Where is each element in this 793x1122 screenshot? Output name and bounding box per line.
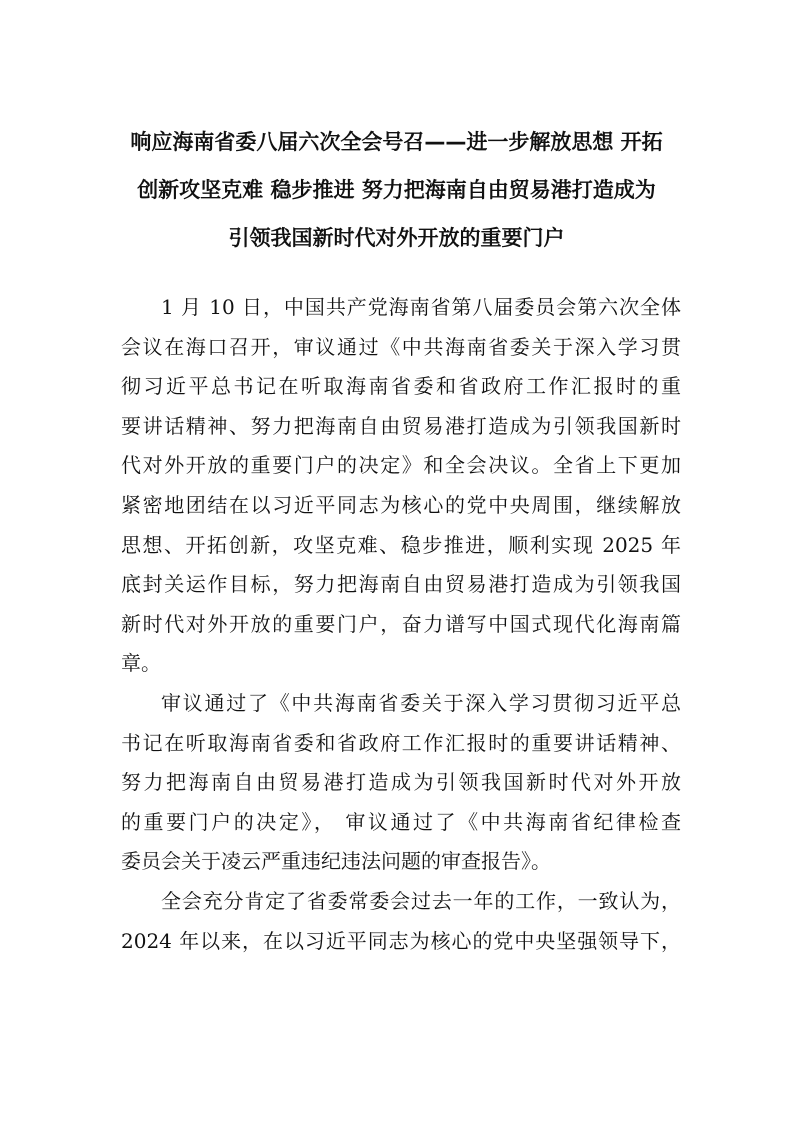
paragraph-line: 紧密地团结在以习近平同志为核心的党中央周围，继续解放 xyxy=(121,492,681,517)
paragraph-line: 思想、开拓创新，攻坚克难、稳步推进，顺利实现 2025 年 xyxy=(121,532,681,557)
title-line: 响应海南省委八届六次全会号召——进一步解放思想 开拓 xyxy=(130,130,663,154)
title-line: 引领我国新时代对外开放的重要门户 xyxy=(228,226,565,250)
paragraph-line: 书记在听取海南省委和省政府工作汇报时的重要讲话精神、 xyxy=(121,730,681,755)
paragraph-line: 彻习近平总书记在听取海南省委和省政府工作汇报时的重 xyxy=(121,374,681,399)
paragraph-line: 的重要门户的决定》， 审议通过了《中共海南省纪律检查 xyxy=(121,809,681,834)
paragraph-line: 努力把海南自由贸易港打造成为引领我国新时代对外开放 xyxy=(121,770,681,795)
paragraph-2 xyxy=(121,684,681,882)
paragraph-line: 2024 年以来，在以习近平同志为核心的党中央坚强领导下， xyxy=(121,928,681,953)
paragraph-line: 会议在海口召开，审议通过《中共海南省委关于深入学习贯 xyxy=(121,334,681,359)
paragraph-line: 全会充分肯定了省委常委会过去一年的工作，一致认为， xyxy=(161,888,681,913)
paragraph-line: 底封关运作目标，努力把海南自由贸易港打造成为引领我国 xyxy=(121,572,681,597)
paragraph-line: 章。 xyxy=(121,651,161,676)
paragraph-line: 审议通过了《中共海南省委关于深入学习贯彻习近平总 xyxy=(161,690,681,715)
paragraph-1 xyxy=(121,288,681,684)
paragraph-3 xyxy=(121,882,681,961)
paragraph-line: 新时代对外开放的重要门户，奋力谱写中国式现代化海南篇 xyxy=(121,611,681,636)
paragraph-line: 1 月 10 日，中国共产党海南省第八届委员会第六次全体 xyxy=(161,295,681,319)
paragraph-line: 委员会关于凌云严重违纪违法问题的审查报告》。 xyxy=(121,849,551,874)
document-title xyxy=(100,118,693,262)
paragraph-line: 要讲话精神、努力把海南自由贸易港打造成为引领我国新时 xyxy=(121,413,681,438)
paragraph-line: 代对外开放的重要门户的决定》和全会决议。全省上下更加 xyxy=(121,453,681,478)
document-body xyxy=(121,288,681,961)
title-line: 创新攻坚克难 稳步推进 努力把海南自由贸易港打造成为 xyxy=(137,178,656,202)
